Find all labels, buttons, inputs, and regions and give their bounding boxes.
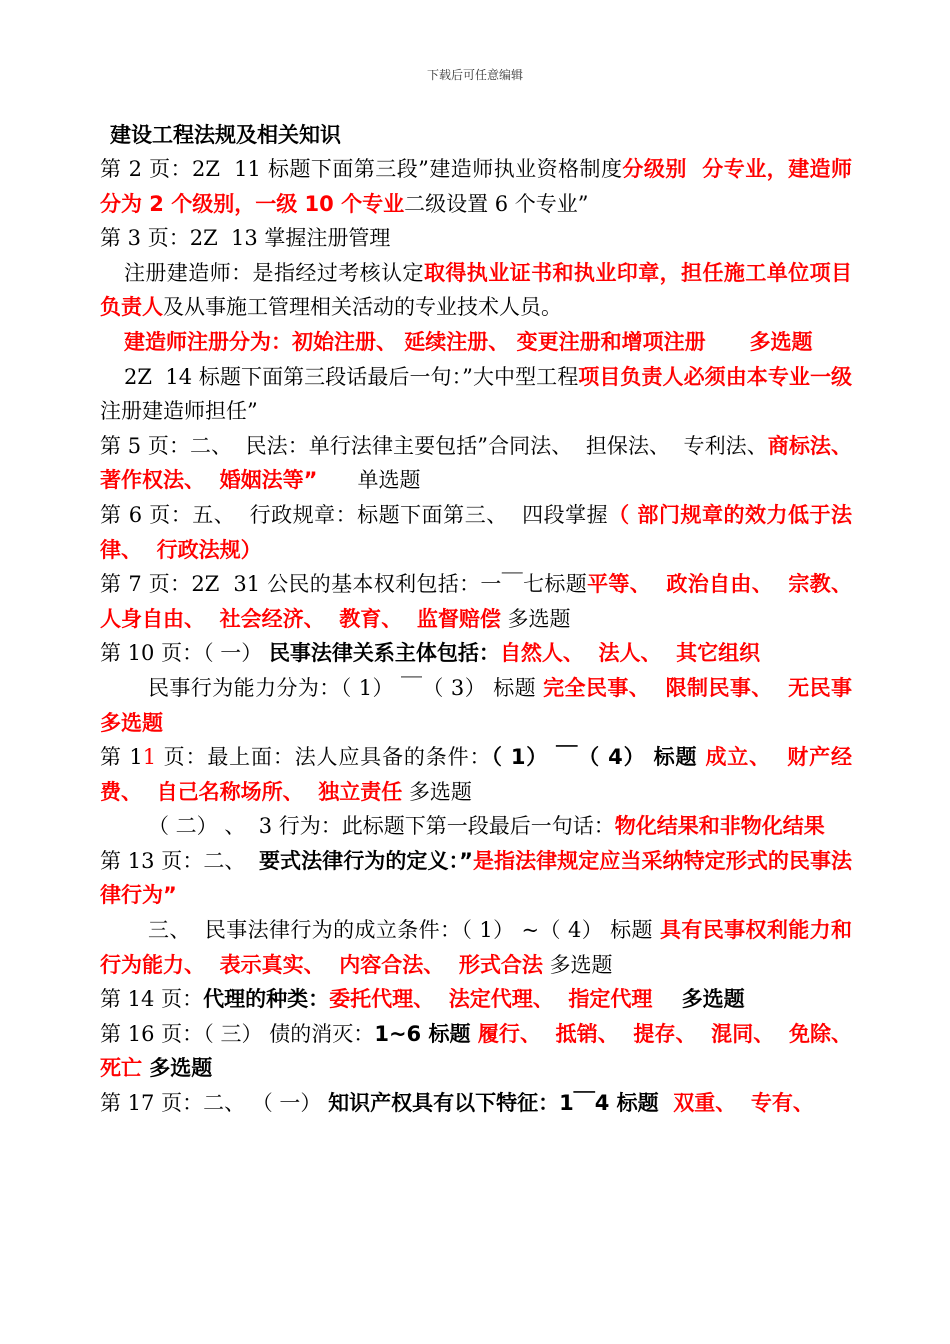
paragraph [100,1086,852,1121]
text-segment: （ 1） ￣（ 4） 标题 [491,745,706,770]
text-segment: 二级设置 6 个专业” [404,191,589,216]
highlight-text: 是指法律规定应当采纳特定形式的民事法律行为” [100,848,852,908]
paragraph [100,360,852,429]
text-segment: 第 10 页：（ 一） [100,641,269,666]
text-segment: 1~6 标题 [374,1021,478,1046]
paragraph [100,567,867,636]
highlight-text: 平等、 政治自由、 宗教、 人身自由、 社会经济、 教育、 监督赔偿 [100,572,867,631]
text-segment: （ 二） 、 3 行为：此标题下第一段最后一句话： [148,814,615,839]
document-body [100,118,867,1121]
text-segment: 2Z 14 标题下面第三段话最后一句：”大中型工程 [124,364,579,389]
highlight-text: 商标法、 著作权法、 婚姻法等” [100,433,867,493]
highlight-text: 建造师注册分为：初始注册、 延续注册、 变更注册和增项注册 多选题 [124,329,813,354]
document-title: 建设工程法规及相关知识 [110,123,341,147]
text-segment: 第 7 页：2Z 31 公民的基本权利包括：一￣七标题 [100,572,588,597]
text-segment: 第 14 页： [100,987,204,1012]
text-segment: 多选题 [142,1056,213,1081]
text-segment: 注册建造师：是指经过考核认定 [124,260,424,285]
text-segment: 多选题 [652,987,745,1012]
text-segment: 第 1 [100,745,143,770]
text-segment: 第 3 页：2Z 13 掌握注册管理 [100,226,391,251]
text-segment: 要式法律行为的定义：” [258,848,473,873]
paragraph [100,913,852,982]
text-segment: 多选题 [500,606,571,631]
paragraph [100,152,852,221]
highlight-text: 成立、 财产经费、 自己名称场所、 独立责任 [100,745,852,804]
text-segment: 多选题 [402,779,472,804]
paragraph [100,809,852,844]
highlight-text: （ 部门规章的效力低于法律、 行政法规） [100,502,852,562]
highlight-text: 项目负责人必须由本专业一级 [578,364,853,389]
text-segment: 第 5 页：二、 民法：单行法律主要包括”合同法、 担保法、 专利法、 [100,433,768,458]
text-segment: 页：最上面：法人应具备的条件： [156,745,492,770]
highlight-text: 委托代理、 法定代理、 指定代理 [329,987,653,1012]
paragraph [100,740,852,809]
text-segment: 第 13 页：二、 [100,848,259,873]
paragraph [100,636,852,671]
highlight-text: 履行、 抵销、 提存、 混同、 免除、 死亡 [100,1021,867,1081]
text-segment: 注册建造师担任” [100,399,258,424]
highlight-text: 物化结果和非物化结果 [614,814,825,839]
paragraph [100,671,867,740]
highlight-text: 取得执业证书和执业印章，担任施工单位项目负责人 [100,260,853,320]
text-segment: 多选题 [542,952,613,977]
paragraph [100,256,852,325]
paragraph [100,982,852,1017]
text-segment: 第 16 页：（ 三） 债的消灭： [100,1021,375,1046]
text-segment: 知识产权具有以下特征：1￣4 标题 [328,1091,674,1116]
paragraph [100,498,852,567]
paragraph-list [100,152,867,1121]
highlight-text: 具有民事权利能力和行为能力、 表示真实、 内容合法、 形式合法 [100,918,852,977]
highlight-text: 自然人、 法人、 其它组织 [499,641,761,666]
paragraph [100,325,852,360]
text-segment: 民事法律关系主体包括： [268,641,500,666]
paragraph [100,221,852,256]
paragraph [100,1017,867,1086]
text-segment: 三、 民事法律行为的成立条件：（ 1） ~（ 4） 标题 [148,918,660,943]
text-segment: 1 [142,745,157,770]
text-segment: 单选题 [317,468,421,493]
highlight-text: 完全民事、 限制民事、 无民事 多选题 [100,675,867,735]
highlight-text: 双重、 专有、 [673,1091,814,1116]
text-segment: 及从事施工管理相关活动的专业技术人员。 [163,295,562,320]
text-segment: 民事行为能力分为：（ 1） ￣（ 3） 标题 [148,675,544,700]
header-note: 下载后可任意编辑 [426,68,523,82]
paragraph [100,844,852,913]
paragraph [100,429,867,498]
text-segment: 第 2 页：2Z 11 标题下面第三段”建造师执业资格制度 [100,157,623,181]
text-segment: 代理的种类： [203,987,330,1012]
highlight-text: 分级别 分专业，建造师分为 2 个级别，一级 10 个专业 [100,157,852,216]
text-segment: 第 17 页：二、 （ 一） [100,1091,329,1116]
text-segment: 第 6 页：五、 行政规章：标题下面第三、 四段掌握 [100,502,609,527]
